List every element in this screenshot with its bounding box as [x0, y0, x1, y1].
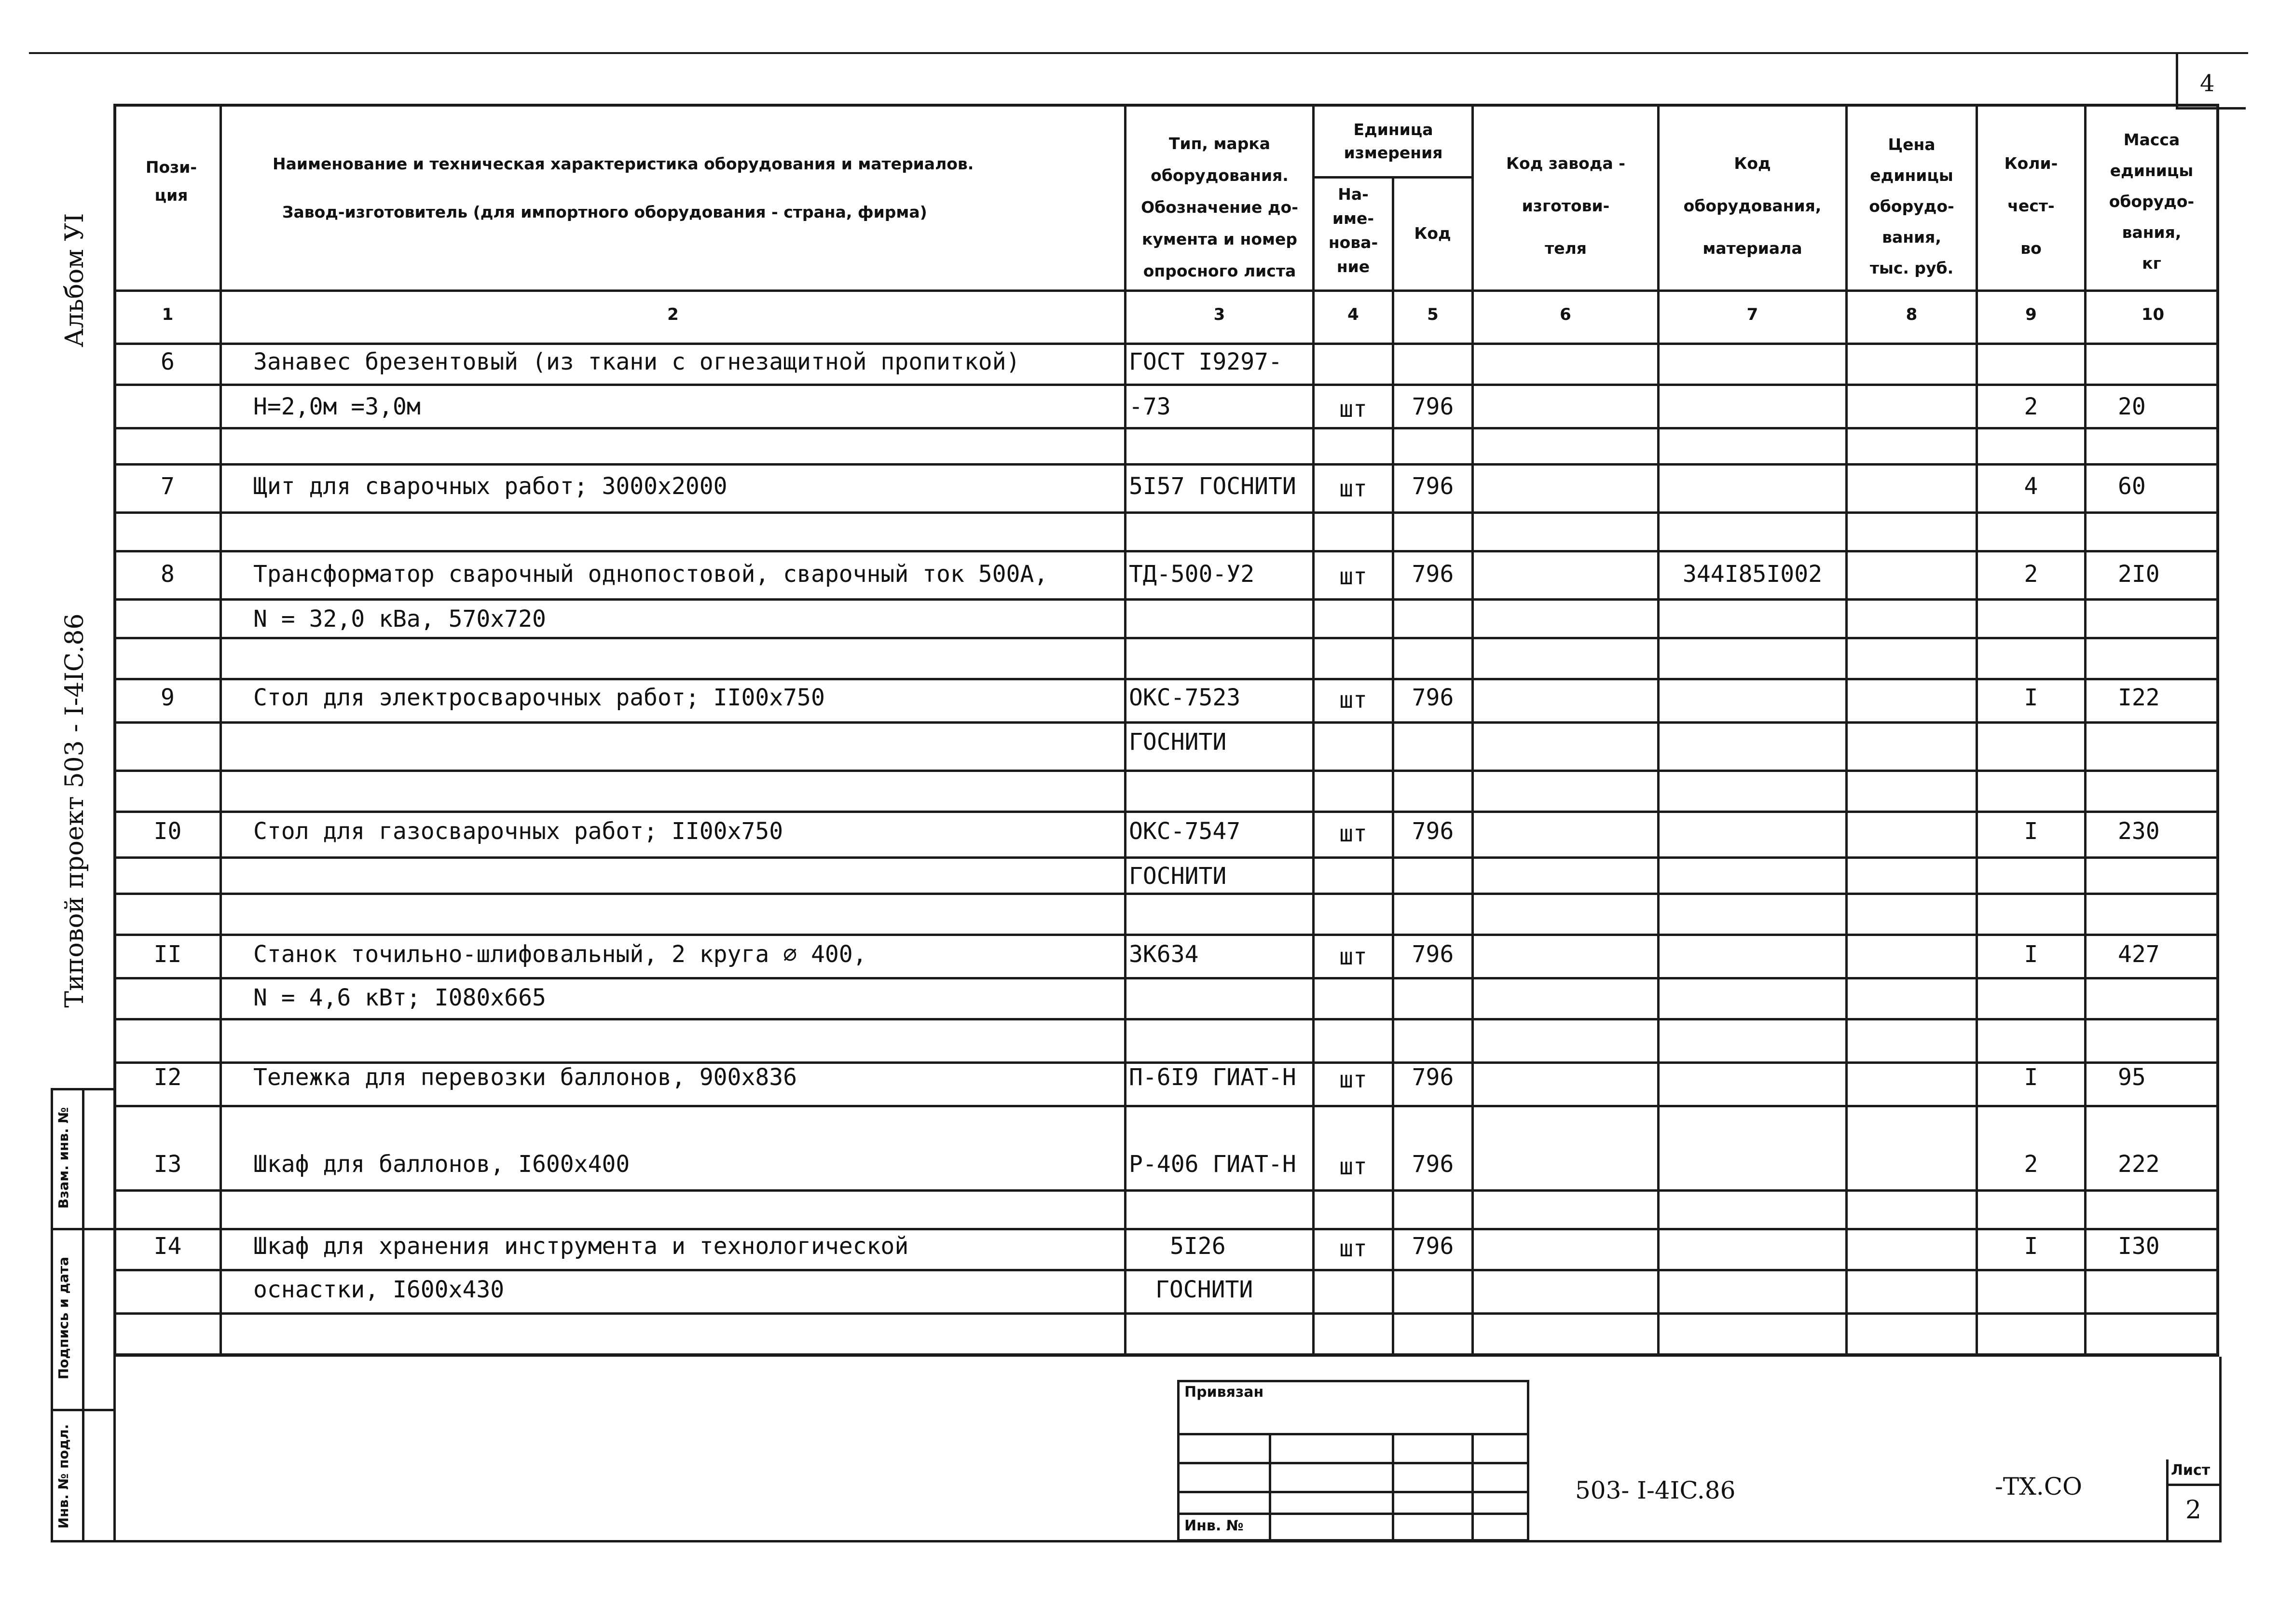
cell-qty: I [2024, 818, 2038, 845]
col-line-6 [1657, 104, 1660, 1357]
cell-position: I2 [153, 1064, 182, 1091]
cell-qty: 4 [2024, 473, 2038, 500]
row-rule [113, 384, 2219, 386]
bottom-frame-rule [51, 1540, 2222, 1542]
header-mass: Масса единицы оборудо- вания, кг [2109, 130, 2195, 273]
col-line-9 [2084, 104, 2087, 1357]
cell-type: 5I26 [1170, 1233, 1226, 1260]
stamp-podpis-data: Подпись и дата [55, 1256, 71, 1380]
cell-code: 796 [1412, 684, 1454, 711]
header-name-line1: Наименование и техническая характеристика оборудования и материалов. [273, 154, 974, 173]
header-unit-code: Код [1414, 224, 1451, 243]
cell-code: 796 [1412, 1064, 1454, 1091]
cell-mass: 2I0 [2118, 561, 2160, 588]
column-number: 6 [1560, 305, 1571, 324]
cell-qty: I [2024, 1064, 2038, 1091]
column-number: 1 [162, 305, 174, 324]
cell-qty: I [2024, 1233, 2038, 1260]
cell-position: 8 [161, 561, 175, 588]
cell-name: Стол для газосварочных работ; II00х750 [253, 818, 783, 845]
stamp-inv-podl: Инв. № подл. [55, 1424, 71, 1529]
row-rule [113, 770, 2219, 772]
cell-type: ОКС-7547 [1129, 818, 1241, 845]
cell-code: 796 [1412, 473, 1454, 500]
cell-code: 796 [1412, 818, 1454, 845]
header-plant-code: Код завода - изготови- теля [1506, 154, 1625, 258]
binding-label: Привязан [1184, 1384, 1264, 1401]
row-rule [113, 1312, 2219, 1315]
row-rule [113, 598, 2219, 601]
col-line-1 [220, 104, 222, 1357]
bottom-frame-left [113, 1357, 116, 1542]
row-rule [113, 1018, 2219, 1020]
cell-code: 796 [1412, 561, 1454, 588]
cell-qty: I [2024, 941, 2038, 968]
cell-equip-code: 344I85I002 [1683, 561, 1822, 588]
header-bottom-rule [113, 289, 2219, 292]
cell-type: Р-406 ГИАТ-Н [1129, 1151, 1296, 1178]
row-rule [113, 427, 2219, 429]
cell-type: П-6I9 ГИАТ-Н [1129, 1064, 1296, 1091]
cell-position: 6 [161, 348, 175, 375]
column-number: 7 [1746, 305, 1758, 324]
header-type: Тип, марка оборудования. Обозначение до- кумента и номер опросного листа [1141, 134, 1298, 280]
cell-type: ТД-500-У2 [1129, 561, 1255, 588]
header-equip-code: Код оборудования, материала [1683, 154, 1822, 258]
cell-position: I0 [153, 818, 182, 845]
cell-position: 7 [161, 473, 175, 500]
row-rule [113, 550, 2219, 552]
cell-position: II [153, 941, 182, 968]
binding-col [1471, 1433, 1474, 1541]
cell-position: I4 [153, 1233, 182, 1260]
project-label: Типовой проект 503 - I-4IC.86 [60, 613, 89, 1008]
cell-unit: шт [1339, 687, 1367, 714]
sheet-label: Лист [2171, 1462, 2210, 1479]
cell-name: Н=2,0м =3,0м [253, 393, 421, 420]
row-rule [113, 811, 2219, 813]
sheet-number: 2 [2185, 1496, 2202, 1525]
cell-position: I3 [153, 1151, 182, 1178]
row-rule [113, 1269, 2219, 1271]
colnum-bottom-rule [113, 343, 2219, 345]
column-number: 5 [1427, 305, 1439, 324]
header-price: Цена единицы оборудо- вания, тыс. руб. [1869, 135, 1954, 277]
column-number: 8 [1906, 305, 1918, 324]
cell-name: Трансформатор сварочный однопостовой, сварочный ток 500А, [253, 561, 1048, 588]
row-rule [113, 721, 2219, 724]
cell-position: 9 [161, 684, 175, 711]
cell-mass: 95 [2118, 1064, 2146, 1091]
row-rule [113, 637, 2219, 639]
col-line-7 [1845, 104, 1848, 1357]
binding-rule [1177, 1433, 1529, 1435]
cell-name: N = 32,0 кВа, 570х720 [253, 606, 546, 633]
binding-rule [1177, 1491, 1529, 1493]
row-rule [113, 977, 2219, 979]
sheet-box-rule [2166, 1484, 2222, 1486]
cell-qty: 2 [2024, 561, 2038, 588]
cell-code: 796 [1412, 1151, 1454, 1178]
cell-name: Стол для электросварочных работ; II00х750 [253, 684, 825, 711]
cell-mass: 60 [2118, 473, 2146, 500]
document-suffix: -ТХ.СО [1995, 1473, 2082, 1500]
cell-name: Шкаф для баллонов, I600х400 [253, 1151, 630, 1178]
cell-type: 5I57 ГОСНИТИ [1129, 473, 1296, 500]
cell-code: 796 [1412, 941, 1454, 968]
row-rule [113, 1105, 2219, 1107]
cell-mass: 20 [2118, 393, 2146, 420]
cell-unit: шт [1339, 1066, 1367, 1093]
header-name-line2: Завод-изготовитель (для импортного оборудования - страна, фирма) [282, 203, 927, 221]
cell-unit: шт [1339, 563, 1367, 590]
row-rule [113, 678, 2219, 680]
cell-name: Станок точильно-шлифовальный, 2 круга ∅ 400, [253, 941, 867, 968]
col-line-4 [1392, 176, 1394, 1357]
row-rule [113, 1228, 2219, 1230]
inv-no-label: Инв. № [1184, 1517, 1244, 1534]
header-position: Пози- ция [145, 158, 197, 205]
row-rule [113, 934, 2219, 936]
col-line-2 [1124, 104, 1126, 1357]
cell-name: оснастки, I600х430 [253, 1276, 505, 1303]
row-rule [113, 511, 2219, 514]
column-number: 2 [667, 305, 679, 324]
cell-type: ГОСНИТИ [1129, 863, 1227, 890]
cell-mass: I30 [2118, 1233, 2160, 1260]
header-unit-group: Единица измерения [1344, 120, 1443, 162]
cell-name: Тележка для перевозки баллонов, 900х836 [253, 1064, 797, 1091]
cell-code: 796 [1412, 393, 1454, 420]
column-number: 10 [2141, 305, 2165, 324]
stamp-vzam-inv: Взам. инв. № [55, 1107, 71, 1209]
cell-unit: шт [1339, 475, 1367, 502]
row-rule [113, 1189, 2219, 1192]
cell-type: ГОСНИТИ [1155, 1276, 1253, 1303]
row-rule [113, 856, 2219, 859]
cell-type: 3К634 [1129, 941, 1199, 968]
cell-qty: 2 [2024, 393, 2038, 420]
page-number: 4 [2200, 70, 2215, 97]
cell-mass: 230 [2118, 818, 2160, 845]
cell-type: ГОСТ I9297- [1129, 348, 1282, 375]
cell-unit: шт [1339, 943, 1367, 970]
cell-qty: I [2024, 684, 2038, 711]
cell-name: Занавес брезентовый (из ткани с огнезащитной пропиткой) [253, 348, 1020, 375]
binding-rule [1177, 1513, 1529, 1515]
binding-col [1392, 1433, 1394, 1541]
cell-unit: шт [1339, 396, 1367, 423]
binding-col [1269, 1433, 1271, 1541]
cell-name: N = 4,6 кВт; I080х665 [253, 984, 546, 1011]
header-unit-name: На- име- нова- ние [1328, 185, 1378, 276]
row-rule [113, 463, 2219, 466]
column-number: 4 [1347, 305, 1359, 324]
album-label: Альбом УI [60, 213, 89, 347]
cell-qty: 2 [2024, 1151, 2038, 1178]
table-bottom-rule [113, 1353, 2219, 1356]
cell-mass: I22 [2118, 684, 2160, 711]
binding-rule [1177, 1462, 1529, 1464]
cell-unit: шт [1339, 1153, 1367, 1180]
cell-code: 796 [1412, 1233, 1454, 1260]
cell-type: -73 [1129, 393, 1171, 420]
column-number: 9 [2025, 305, 2037, 324]
header-qty: Коли- чест- во [2004, 154, 2058, 258]
cell-unit: шт [1339, 820, 1367, 847]
column-number: 3 [1213, 305, 1225, 324]
cell-type: ОКС-7523 [1129, 684, 1241, 711]
top-rule [29, 52, 2248, 54]
row-rule [113, 893, 2219, 895]
cell-unit: шт [1339, 1235, 1367, 1262]
cell-mass: 427 [2118, 941, 2160, 968]
document-code: 503- I-4IC.86 [1575, 1476, 1736, 1504]
cell-name: Шкаф для хранения инструмента и технологической [253, 1233, 909, 1260]
cell-name: Щит для сварочных работ; 3000х2000 [253, 473, 728, 500]
side-stamp-divider [82, 1088, 84, 1542]
cell-type: ГОСНИТИ [1129, 729, 1227, 756]
col-line-5 [1471, 104, 1474, 1357]
cell-mass: 222 [2118, 1151, 2160, 1178]
